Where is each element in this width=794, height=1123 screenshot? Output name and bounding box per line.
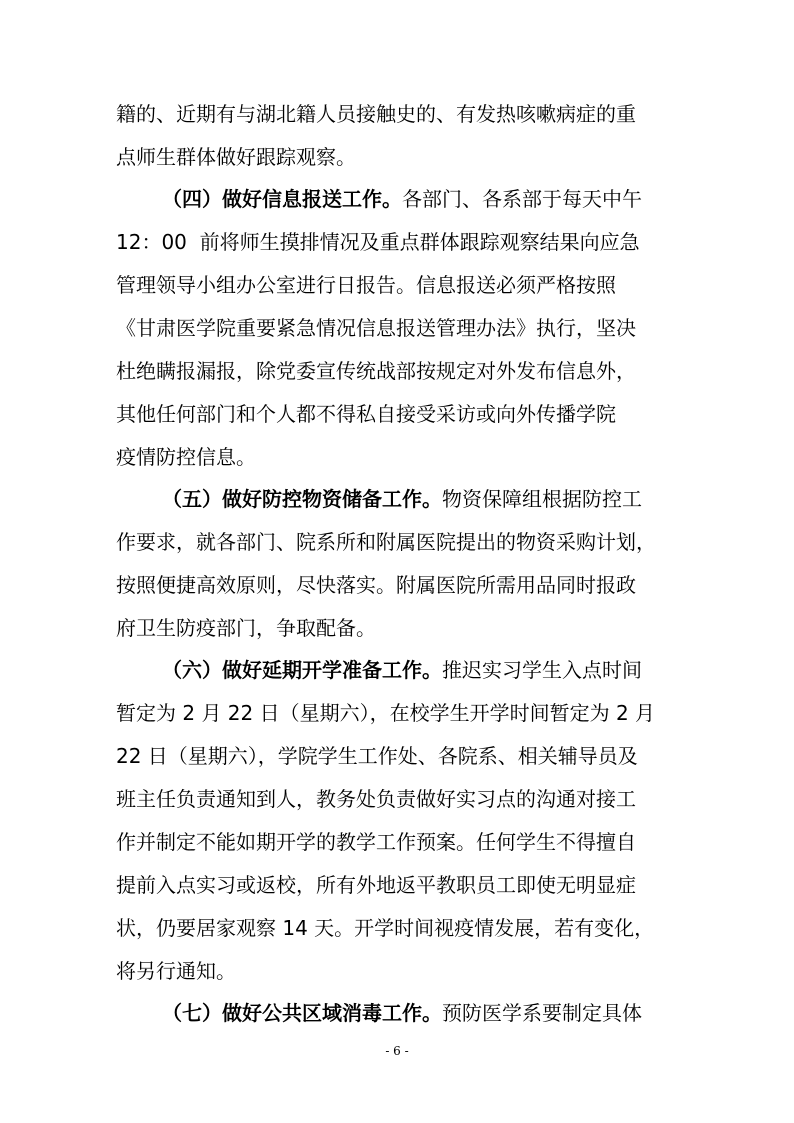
section-six-first-line <box>162 655 682 685</box>
body-line: 籍的、近期有与湖北籍人员接触史的、有发热咳嗽病症的重 <box>116 102 636 126</box>
section-seven-heading: （七）做好公共区域消毒工作。 <box>162 1001 442 1025</box>
section-five-heading: （五）做好防控物资储备工作。 <box>162 487 442 511</box>
body-line: 状，仍要居家观察 14 天。开学时间视疫情发展，若有变化， <box>116 916 655 940</box>
body-line: 府卫生防疫部门，争取配备。 <box>116 616 376 640</box>
page-number: - 6 - <box>385 1044 409 1058</box>
body-line: 班主任负责通知到人，教务处负责做好实习点的沟通对接工 <box>116 787 636 811</box>
section-four-first-line <box>162 184 682 214</box>
body-line: 疫情防控信息。 <box>116 445 256 469</box>
section-seven-first-line <box>162 998 682 1028</box>
report-deadline-time: 12：00 <box>116 230 187 254</box>
body-line: 22 日（星期六），学院学生工作处、各院系、相关辅导员及 <box>116 744 638 768</box>
body-line: 作要求，就各部门、院系所和附属医院提出的物资采购计划， <box>116 530 656 554</box>
section-seven-text: 预防医学系要制定具体 <box>442 1001 642 1025</box>
section-five-text: 物资保障组根据防控工 <box>442 487 642 511</box>
body-line: 管理领导小组办公室进行日报告。信息报送必须严格按照 <box>116 273 616 297</box>
body-line: 按照便捷高效原则，尽快落实。附属医院所需用品同时报政 <box>116 573 636 597</box>
body-line: 点师生群体做好跟踪观察。 <box>116 145 356 169</box>
section-six-heading: （六）做好延期开学准备工作。 <box>162 658 442 682</box>
body-line-fragment: 前将师生摸排情况及重点群体跟踪观察结果向应急 <box>199 230 640 254</box>
body-line: 作并制定不能如期开学的教学工作预案。任何学生不得擅自 <box>116 830 636 854</box>
section-six-text: 推迟实习学生入点时间 <box>442 658 642 682</box>
body-line: 将另行通知。 <box>116 959 236 983</box>
time-line <box>116 227 682 257</box>
section-four-heading: （四）做好信息报送工作。 <box>162 187 402 211</box>
body-line: 《甘肃医学院重要紧急情况信息报送管理办法》执行，坚决 <box>116 316 636 340</box>
body-line: 其他任何部门和个人都不得私自接受采访或向外传播学院 <box>116 402 616 426</box>
body-line: 杜绝瞒报漏报，除党委宣传统战部按规定对外发布信息外， <box>116 359 636 383</box>
section-four-text: 各部门、各系部于每天中午 <box>402 187 642 211</box>
body-line: 暂定为 2 月 22 日（星期六），在校学生开学时间暂定为 2 月 <box>116 701 656 725</box>
body-line: 提前入点实习或返校，所有外地返平教职员工即使无明显症 <box>116 873 636 897</box>
section-five-first-line <box>162 484 682 514</box>
